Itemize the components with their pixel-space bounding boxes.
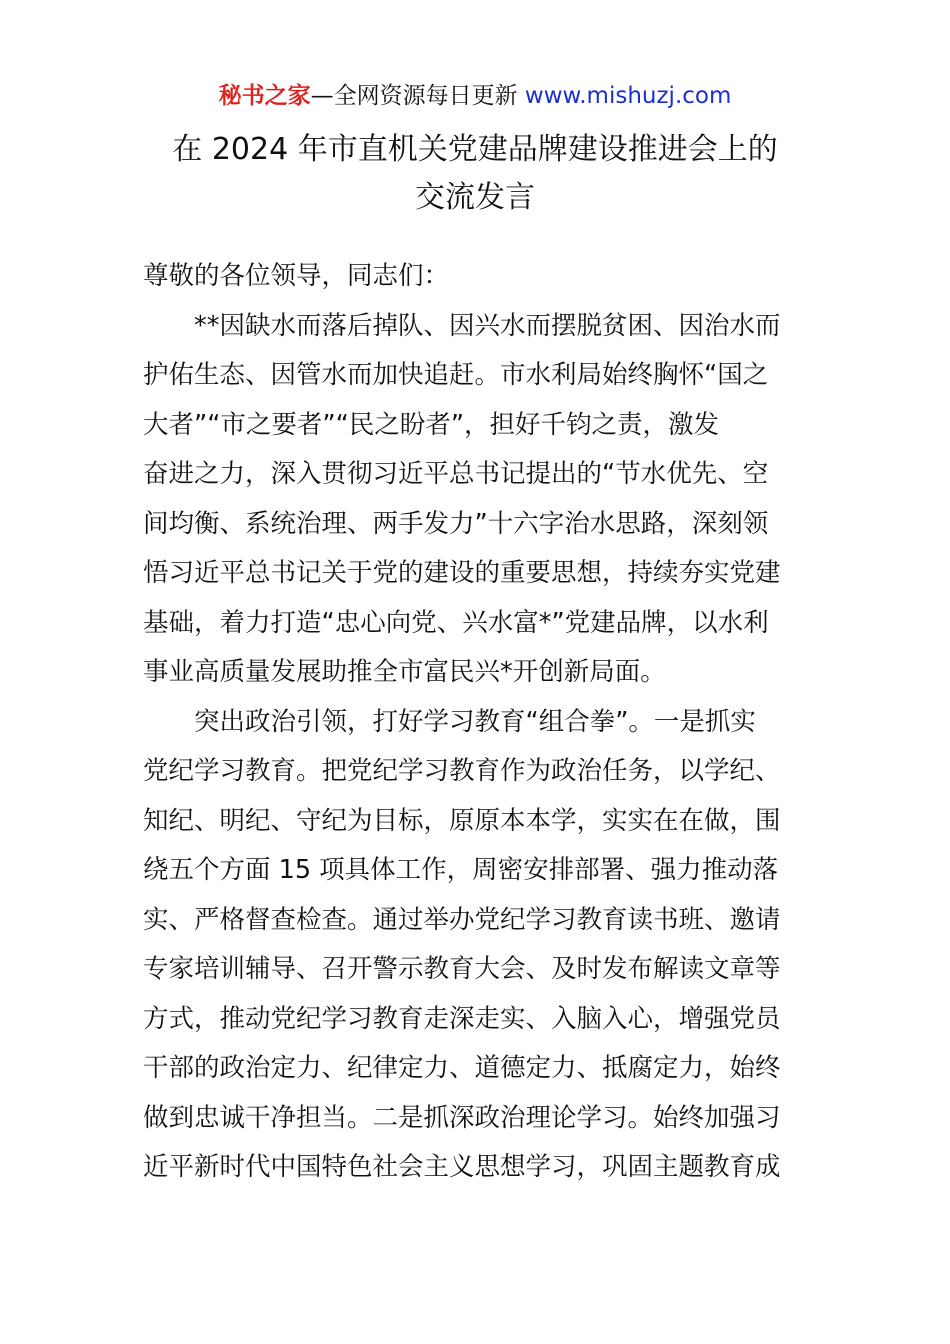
site-header	[0, 80, 950, 112]
paragraph-line: 护佑生态、因管水而加快追赶。市水利局始终胸怀“国之	[143, 360, 769, 390]
paragraph-line: **因缺水而落后掉队、因兴水而摆脱贫困、因治水而	[194, 310, 781, 341]
paragraph-2	[143, 698, 811, 1193]
paragraph-line: 绕五个方面 15 项具体工作，周密安排部署、强力推动落	[143, 855, 779, 885]
title-line-2: 交流发言	[415, 180, 535, 215]
paragraph-line: 实、严格督查检查。通过举办党纪学习教育读书班、邀请	[143, 904, 781, 935]
paragraph-line: 悟习近平总书记关于党的建设的重要思想，持续夯实党建	[143, 558, 781, 588]
site-url-link[interactable]: www.mishuzj.com	[524, 83, 732, 109]
paragraph-line: 间均衡、系统治理、两手发力”十六字治水思路，深刻领	[143, 508, 769, 539]
paragraph-line: 做到忠诚干净担当。二是抓深政治理论学习。始终加强习	[143, 1102, 781, 1133]
paragraph-line: 专家培训辅导、召开警示教育大会、及时发布解读文章等	[143, 954, 781, 984]
document-body	[143, 252, 811, 1193]
paragraph-line: 突出政治引领，打好学习教育“组合拳”。一是抓实	[194, 706, 756, 737]
paragraph-line: 基础，着力打造“忠心向党、兴水富*”党建品牌，以水利	[143, 607, 769, 638]
salutation: 尊敬的各位领导，同志们：	[143, 261, 450, 291]
paragraph-line: 方式，推动党纪学习教育走深走实、入脑入心，增强党员	[143, 1003, 781, 1034]
paragraph-line: 干部的政治定力、纪律定力、道德定力、抵腐定力，始终	[143, 1053, 781, 1083]
document-title	[0, 126, 950, 222]
paragraph-line: 知纪、明纪、守纪为目标，原原本本学，实实在在做，围	[143, 805, 781, 836]
paragraph-line: 党纪学习教育。把党纪学习教育作为政治任务，以学纪、	[143, 756, 781, 786]
paragraph-line: 大者”“市之要者”“民之盼者”，担好千钧之责，激发	[143, 409, 720, 440]
paragraph-line: 近平新时代中国特色社会主义思想学习，巩固主题教育成	[143, 1152, 781, 1182]
paragraph-1	[143, 302, 811, 698]
site-tagline: —全网资源每日更新	[310, 83, 518, 109]
paragraph-line: 事业高质量发展助推全市富民兴*开创新局面。	[143, 657, 666, 687]
paragraph-line: 奋进之力，深入贯彻习近平总书记提出的“节水优先、空	[143, 459, 769, 489]
title-line-1: 在 2024 年市直机关党建品牌建设推进会上的	[172, 132, 778, 167]
brand-name: 秘书之家	[218, 83, 311, 109]
